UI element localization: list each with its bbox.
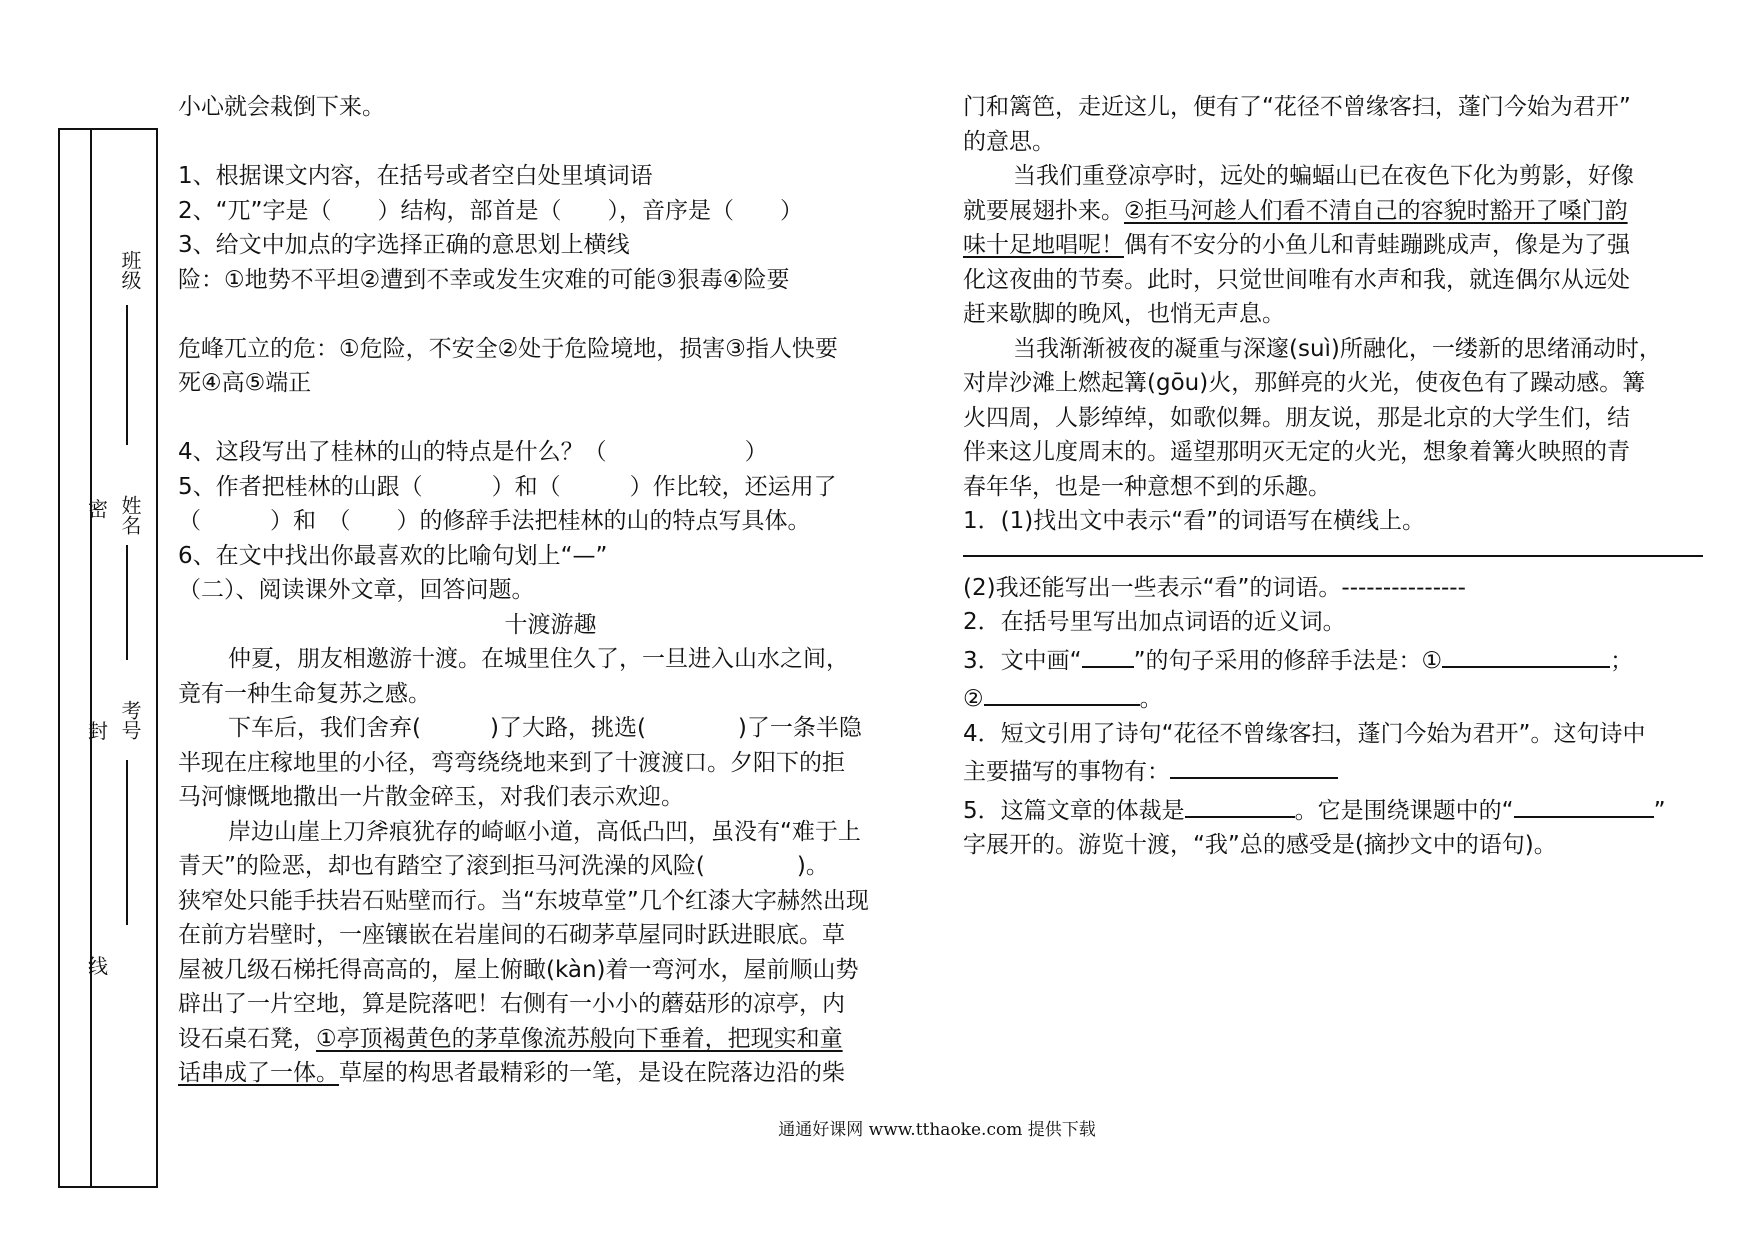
article-line [178,1022,923,1057]
article-text: 设石桌石凳， [178,1025,316,1052]
footer-source: 通通好课网 www.tthaoke.com 提供下载 [778,1120,1096,1140]
article-line: 的意思。 [963,128,1055,155]
article-line [178,1056,923,1091]
article-line: 伴来这儿度周末的。遥望那明灭无定的火光，想象着篝火映照的青 [963,439,1630,465]
article-text: 就要展翅扑来。 [963,197,1124,224]
article-line: 狭窄处只能手扶岩石贴壁而行。当“东坡草堂”几个红漆大字赫然出现 [178,887,869,914]
label-class [118,250,140,290]
name-fill-line [126,545,128,660]
question-line: 4、这段写出了桂林的山的特点是什么？（ ） [178,439,768,465]
article-line [963,228,1703,263]
exam-no-fill-line [126,760,128,925]
underlined-sentence-1-end: 话串成了一体。 [178,1060,339,1086]
article-line: 门和篱笆，走近这儿，便有了“花径不曾缘客扫，蓬门今始为君开” [963,94,1631,120]
q3-text: ② [963,686,984,712]
question-line: (2)我还能写出一些表示“看”的词语。--------------- [963,574,1466,601]
article-line: 屋被几级石梯托得高高的，屋上俯瞰(kàn)着一弯河水，屋前顺山势 [178,956,859,983]
label-name-text: 姓名 [118,495,142,535]
question-line: 2、“兀”字是（ ）结构，部首是（ ），音序是（ ） [178,197,803,224]
underlined-sentence-1: ①亭顶褐黄色的茅草像流苏般向下垂着，把现实和童 [316,1025,843,1052]
article-line: 当我们重登凉亭时，远处的蝙蝠山已在夜色下化为剪影，好像 [1013,163,1634,189]
seal-xian: 线 [88,954,108,978]
article-line: 仲夏，朋友相邀游十渡。在城里住久了，一旦进入山水之间， [228,646,849,672]
answer-line[interactable] [963,555,1703,557]
article-line: 下车后，我们舍弃( )了大路，挑选( )了一条半隐 [228,715,862,741]
question-line: 危峰兀立的危：①危险，不安全②处于危险境地，损害③指人快要 [178,335,838,362]
question-line: 1．(1)找出文中表示“看”的词语写在横线上。 [963,508,1426,534]
question-line [963,790,1703,829]
article-line: 在前方岩壁时，一座镶嵌在岩崖间的石砌茅草屋同时跃进眼底。草 [178,922,845,948]
question-line: 5、作者把桂林的山跟（ ）和（ ）作比较，还运用了 [178,473,837,500]
question-line: 字展开的。游览十渡，“我”总的感受是(摘抄文中的语句)。 [963,832,1557,858]
article-line: 赶来歇脚的晚风，也悄无声息。 [963,301,1285,327]
article-line: 半现在庄稼地里的小径，弯弯绕绕地来到了十渡渡口。夕阳下的拒 [178,749,845,776]
q4-text: 主要描写的事物有： [963,759,1170,785]
article-line: 马河慷慨地撒出一片散金碎玉，对我们表示欢迎。 [178,784,684,810]
question-line: 险：①地势不平坦②遭到不幸或发生灾难的可能③狠毒④险要 [178,266,790,293]
q5-text: 5．这篇文章的体裁是 [963,797,1185,824]
label-exam-no [118,700,140,740]
answer-blank[interactable] [1185,790,1295,818]
question-line: 1、根据课文内容，在括号或者空白处里填词语 [178,163,653,189]
underlined-sentence-2: ②拒马河趁人们看不清自己的容貌时豁开了嗓门韵 [1124,197,1628,224]
q5-text: ” [1653,797,1666,824]
underlined-sentence-2-end: 味十足地唱呢！ [963,232,1124,258]
right-column [963,90,1703,863]
question-line: 4．短文引用了诗句“花径不曾缘客扫，蓬门今始为君开”。这句诗中 [963,720,1646,747]
label-class-text: 班级 [118,250,142,290]
article-text: 偶有不安分的小鱼儿和青蛙蹦跳成声，像是为了强 [1124,232,1630,258]
article-text: 草屋的构思者最精彩的一笔，是设在院落边沿的柴 [339,1060,845,1086]
seal-mi: 密 [88,497,108,521]
answer-blank[interactable] [1514,790,1654,818]
article-title: 十渡游趣 [504,611,597,638]
q3-text: 3．文中画“ [963,647,1082,674]
seal-feng: 封 [88,719,108,743]
question-line [963,640,1703,679]
article-line: 春年华，也是一种意想不到的乐趣。 [963,473,1331,500]
question-line [963,678,1703,717]
q3-text: 。 [1139,686,1163,712]
q5-text: 。它是围绕课题中的“ [1294,797,1514,824]
article-line: 火四周，人影绰绰，如歌似舞。朋友说，那是北京的大学生们，结 [963,404,1630,431]
label-name [118,495,140,535]
question-line: 6、在文中找出你最喜欢的比喻句划上“—” [178,542,608,569]
class-fill-line [126,305,128,445]
q3-text: ”的句子采用的修辞手法是：① [1133,647,1443,674]
article-line: 竟有一种生命复苏之感。 [178,680,431,707]
text-line: 小心就会栽倒下来。 [178,94,385,120]
article-line: 化这夜曲的节奏。此时，只觉世间唯有水声和我，就连偶尔从远处 [963,266,1630,293]
question-line [963,751,1703,790]
answer-blank[interactable] [1082,640,1134,668]
question-line: 死④高⑤端正 [178,370,312,396]
article-line: 对岸沙滩上燃起篝(gōu)火，那鲜亮的火光，使夜色有了躁动感。篝 [963,370,1646,396]
answer-blank[interactable] [984,678,1140,706]
binding-inner-line [90,130,92,1188]
left-column [178,90,923,1091]
question-line: 2．在括号里写出加点词语的近义词。 [963,609,1346,635]
article-line: 青天”的险恶，却也有踏空了滚到拒马河洗澡的风险( )。 [178,853,829,879]
q3-text: ； [1610,647,1634,674]
article-line: 当我渐渐被夜的凝重与深邃(suì)所融化，一缕新的思绪涌动时， [1013,335,1662,362]
article-line: 辟出了一片空地，算是院落吧！右侧有一小小的蘑菇形的凉亭，内 [178,991,845,1017]
binding-margin [58,128,158,1188]
section-heading: （二）、阅读课外文章，回答问题。 [178,577,535,603]
answer-blank[interactable] [1170,751,1338,779]
answer-blank[interactable] [1442,640,1610,668]
question-line: 3、给文中加点的字选择正确的意思划上横线 [178,232,630,258]
article-line [963,194,1703,229]
label-exam-no-text: 考号 [118,700,142,740]
article-line: 岸边山崖上刀斧痕犹存的崎岖小道，高低凸凹，虽没有“难于上 [228,818,861,845]
question-line: （ ）和 （ ）的修辞手法把桂林的山的特点写具体。 [178,508,811,534]
